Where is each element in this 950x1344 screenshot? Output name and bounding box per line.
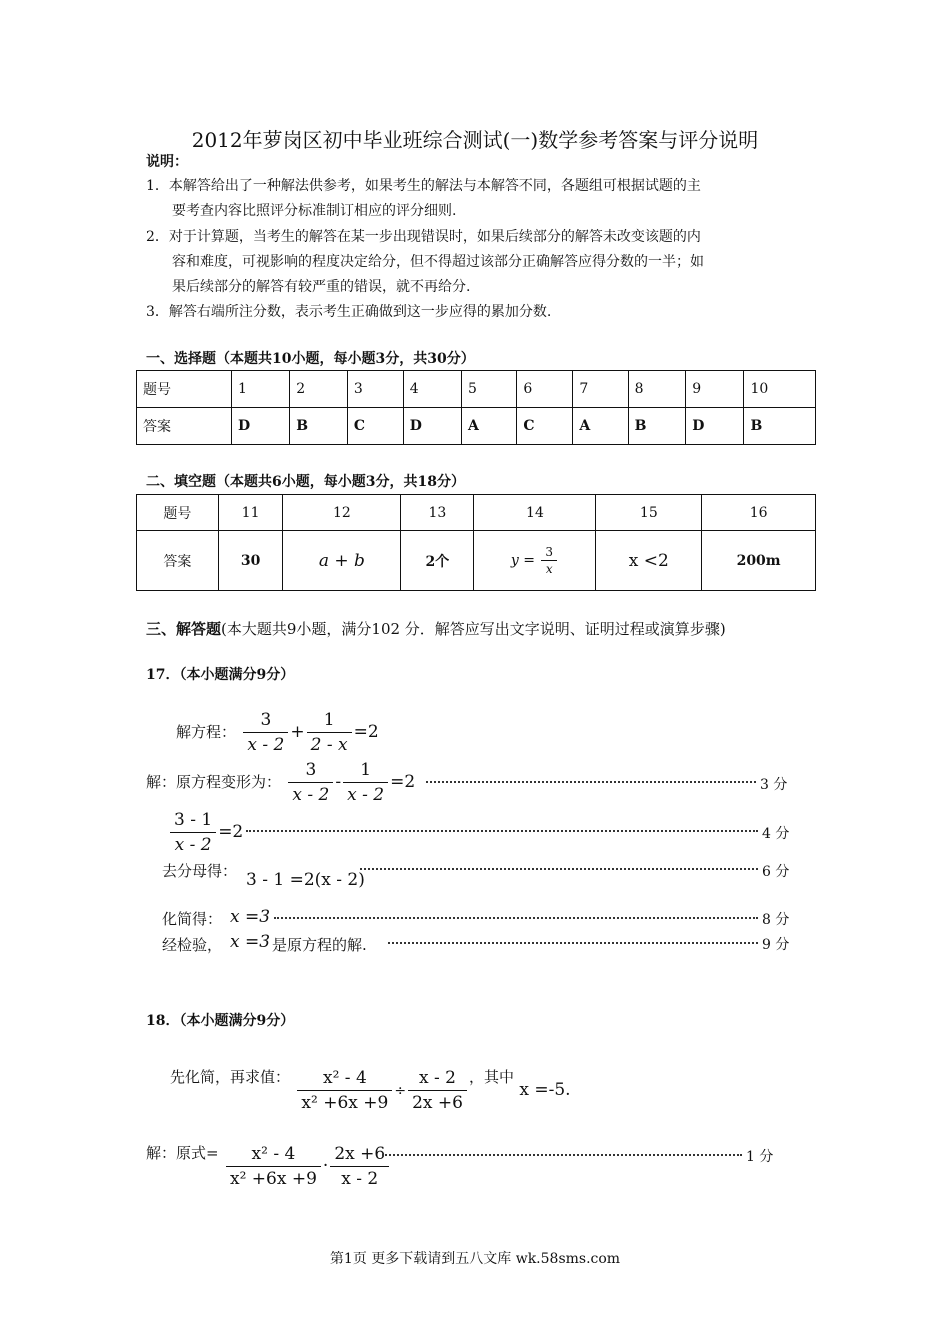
step-label: 去分母得： [162,862,238,880]
fraction [226,1142,321,1191]
step-label: 经检验， [162,936,223,954]
answer-cell: D [686,408,744,445]
q17-step4-expr: x =3 [230,907,271,927]
question-number: 14 [474,495,596,531]
question-number: 8 [628,371,686,408]
fraction [408,1066,467,1115]
question-number: 4 [403,371,461,408]
denominator: x² +6x +9 [229,1169,317,1189]
fraction [170,808,216,857]
answer-cell: B [628,408,686,445]
q17-equation [176,708,379,757]
fraction-lhs: y = [510,552,535,569]
fill-answer-table [136,494,816,591]
note-line: 果后续部分的解答有较严重的错误，就不再给分. [172,279,471,295]
step-label: 化简得： [162,910,223,928]
numerator: 3 [541,544,557,561]
section3-heading [146,618,726,639]
question-number: 2 [290,371,348,408]
note-line: 2．对于计算题，当考生的解答在某一步出现错误时，如果后续部分的解答未改变该题的内 [146,229,701,245]
answer-cell: 30 [218,531,283,591]
score: 4 分 [762,826,790,842]
q17-step1 [146,758,415,807]
section1-heading: 一、选择题（本题共10小题，每小题3分，共30分） [146,351,475,367]
table-row [137,371,816,408]
section3-heading-bold: 三、解答题 [146,620,222,638]
question-number: 3 [347,371,403,408]
denominator: 2x +6 [412,1093,463,1113]
answer-cell: x <2 [596,531,702,591]
answer-cell: D [232,408,290,445]
score: 1 分 [746,1149,774,1165]
question-number: 15 [596,495,702,531]
page-footer: 第1页 更多下载请到五八文库 wk.58sms.com [329,1251,621,1267]
row-label: 题号 [137,371,232,408]
fraction [330,1142,389,1191]
numerator: 2x +6 [330,1142,389,1167]
answer-cell: C [517,408,573,445]
question-number: 6 [517,371,573,408]
answer-cell: 2个 [401,531,474,591]
fraction [297,1066,392,1115]
step-tail: 是原方程的解. [272,936,367,954]
operator: - [335,772,342,792]
numerator: x² - 4 [297,1066,392,1091]
dot-leader [360,868,758,870]
fraction [307,708,352,757]
question-number: 13 [401,495,474,531]
numerator: 3 [243,708,288,733]
page-title: 2012年萝岗区初中毕业班综合测试(一)数学参考答案与评分说明 [191,128,759,152]
fraction [343,758,388,807]
operator: ÷ [394,1083,407,1099]
step-label: 解：原方程变形为： [146,773,282,791]
row-label: 答案 [137,408,232,445]
numerator: 1 [307,708,352,733]
numerator: 3 - 1 [170,808,216,833]
answer-cell [474,531,596,591]
denominator: x - 2 [292,785,330,805]
answer-cell: A [462,408,517,445]
q17-step2 [168,808,243,857]
answer-cell: 200m [702,531,816,591]
answer-cell: B [290,408,348,445]
rhs: =2 [353,722,379,742]
denominator: x - 2 [341,1169,379,1189]
denominator: 2 - x [310,735,348,755]
fraction [541,544,557,577]
dot-leader [426,781,756,783]
denominator: x² +6x +9 [301,1093,389,1113]
denominator: x [545,562,553,576]
rhs: =2 [390,772,416,792]
table-row [137,495,816,531]
table-row [137,531,816,591]
denominator: x - 2 [347,785,385,805]
q17-prompt: 解方程： [176,723,237,741]
dot-leader [382,1154,742,1156]
operator: + [290,722,305,742]
answer-cell: a + b [283,531,401,591]
q17-step3-expr: 3 - 1 =2(x - 2) [246,870,365,890]
numerator: 3 [288,758,333,783]
section2-heading: 二、填空题（本题共6小题，每小题3分，共18分） [146,474,465,490]
question-number: 10 [744,371,816,408]
question-number: 11 [218,495,283,531]
score: 3 分 [760,777,788,793]
score: 6 分 [762,864,790,880]
row-label: 答案 [137,531,219,591]
row-label: 题号 [137,495,219,531]
q18-title: 18．（本小题满分9分） [146,1013,295,1029]
q17-title: 17．（本小题满分9分） [146,667,295,683]
q17-step5-expr: x =3 [230,932,271,952]
q18-condition: x =-5 [519,1080,566,1100]
question-number: 16 [702,495,816,531]
answer-cell: D [403,408,461,445]
choice-answer-table [136,370,816,445]
note-line: 1．本解答给出了一种解法供参考，如果考生的解法与本解答不同，各题组可根据试题的主 [146,178,701,194]
q18-prompt: 先化简，再求值： [170,1068,291,1086]
numerator: 1 [343,758,388,783]
operator: · [322,1156,329,1176]
step-label: 解：原式= [146,1144,219,1162]
question-number: 12 [283,495,401,531]
q18-problem [170,1066,571,1115]
q18-solution [146,1142,391,1191]
period: . [565,1080,571,1100]
table-row [137,408,816,445]
denominator: x - 2 [174,835,212,855]
answer-cell: B [744,408,816,445]
note-line: 3．解答右端所注分数，表示考生正确做到这一步应得的累加分数. [146,304,552,320]
rhs: =2 [218,822,244,842]
section3-heading-rest: (本大题共9小题，满分102 分．解答应写出文字说明、证明过程或演算步骤) [221,620,726,638]
note-line: 要考查内容比照评分标准制订相应的评分细则. [172,203,457,219]
dot-leader [246,830,758,832]
question-number: 1 [232,371,290,408]
score: 8 分 [762,912,790,928]
dot-leader [274,917,758,919]
numerator: x² - 4 [226,1142,321,1167]
question-number: 7 [573,371,628,408]
score: 9 分 [762,937,790,953]
question-number: 9 [686,371,744,408]
dot-leader [388,942,758,944]
notes-heading: 说明： [146,154,188,170]
answer-cell: C [347,408,403,445]
answer-cell: A [573,408,628,445]
fraction [288,758,333,807]
fraction [243,708,288,757]
note-line: 容和难度，可视影响的程度决定给分，但不得超过该部分正确解答应得分数的一半；如 [172,254,704,270]
question-number: 5 [462,371,517,408]
denominator: x - 2 [247,735,285,755]
numerator: x - 2 [408,1066,467,1091]
q18-tail: ，其中 [468,1068,514,1086]
